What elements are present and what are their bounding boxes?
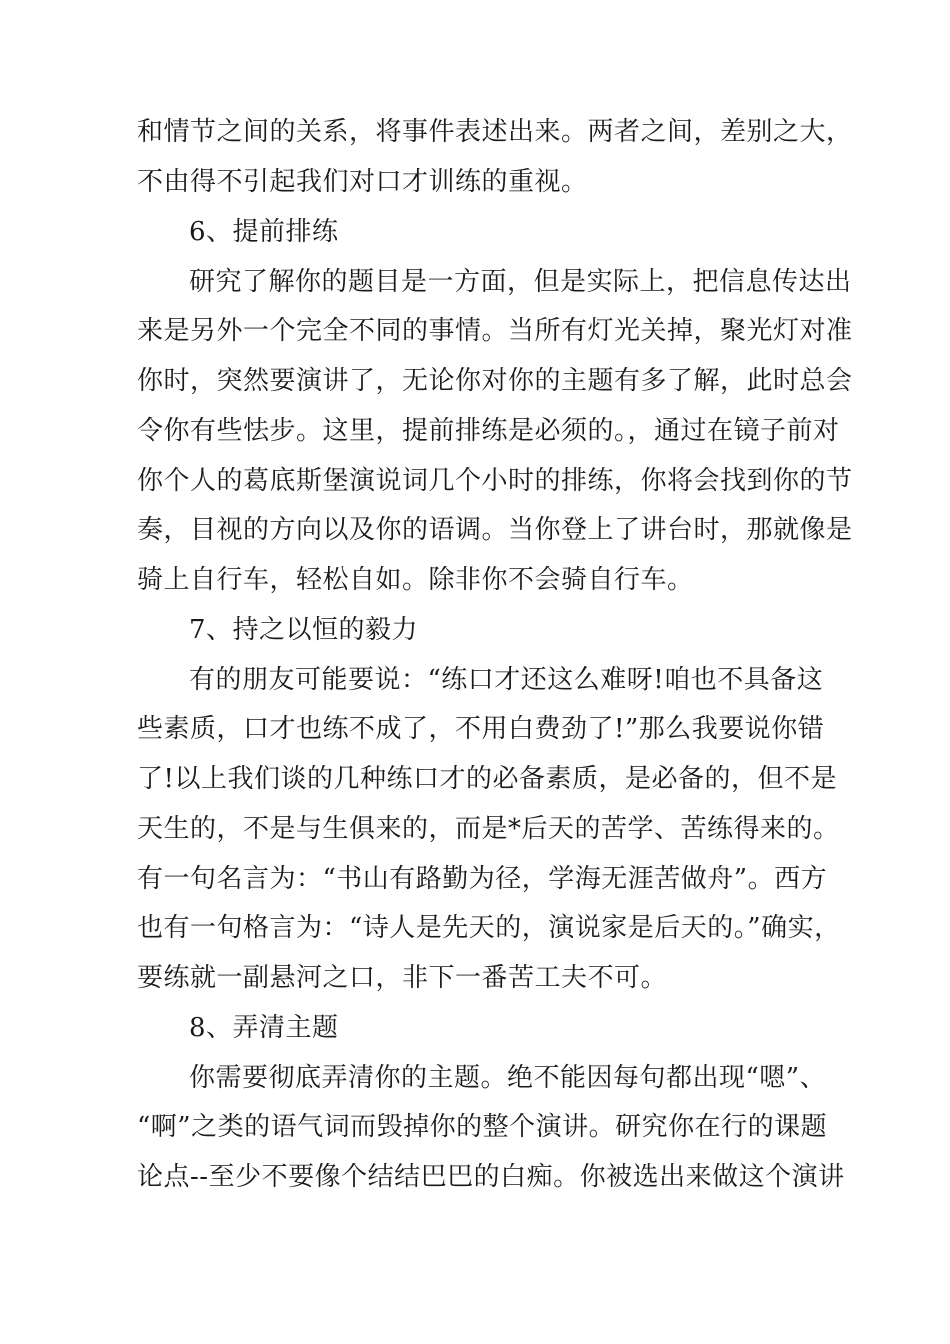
paragraph-first-line: 有的朋友可能要说：“练口才还这么难呀!咱也不具备这 xyxy=(189,665,824,695)
text-line: 天生的，不是与生俱来的，而是*后天的苦学、苦练得来的。 xyxy=(137,814,840,844)
text-line: 和情节之间的关系，将事件表述出来。两者之间，差别之大， xyxy=(137,117,853,147)
text-line: 你时，突然要演讲了，无论你对你的主题有多了解，此时总会 xyxy=(137,366,853,396)
text-line: 些素质，口才也练不成了，不用白费劲了!”那么我要说你错 xyxy=(137,714,825,744)
text-line: 奏，目视的方向以及你的语调。当你登上了讲台时，那就像是 xyxy=(137,515,853,545)
text-line: 骑上自行车，轻松自如。除非你不会骑自行车。 xyxy=(137,565,694,595)
paragraph-first-line: 研究了解你的题目是一方面，但是实际上，把信息传达出 xyxy=(189,267,852,297)
text-line: 论点--至少不要像个结结巴巴的白痴。你被选出来做这个演讲 xyxy=(137,1162,845,1192)
text-line: 你个人的葛底斯堡演说词几个小时的排练，你将会找到你的节 xyxy=(137,466,853,496)
text-line: 了!以上我们谈的几种练口才的必备素质，是必备的，但不是 xyxy=(137,764,837,794)
text-line: 不由得不引起我们对口才训练的重视。 xyxy=(137,167,588,197)
text-line: 令你有些怯步。这里，提前排练是必须的。，通过在镜子前对 xyxy=(137,416,840,446)
text-line: 来是另外一个完全不同的事情。当所有灯光关掉，聚光灯对准 xyxy=(137,316,853,346)
paragraph-first-line: 你需要彻底弄清你的主题。绝不能因每句都出现“嗯”、 xyxy=(189,1063,827,1093)
text-line: 有一句名言为：“书山有路勤为径，学海无涯苦做舟”。西方 xyxy=(137,864,828,894)
section-heading: 8、弄清主题 xyxy=(189,1013,339,1043)
text-line: 要练就一副悬河之口，非下一番苦工夫不可。 xyxy=(137,963,668,993)
section-heading: 7、持之以恒的毅力 xyxy=(189,615,419,645)
text-line: “啊”之类的语气词而毁掉你的整个演讲。研究你在行的课题 xyxy=(137,1112,828,1142)
section-heading: 6、提前排练 xyxy=(189,217,339,247)
text-line: 也有一句格言为：“诗人是先天的，演说家是后天的。”确实， xyxy=(137,913,841,943)
